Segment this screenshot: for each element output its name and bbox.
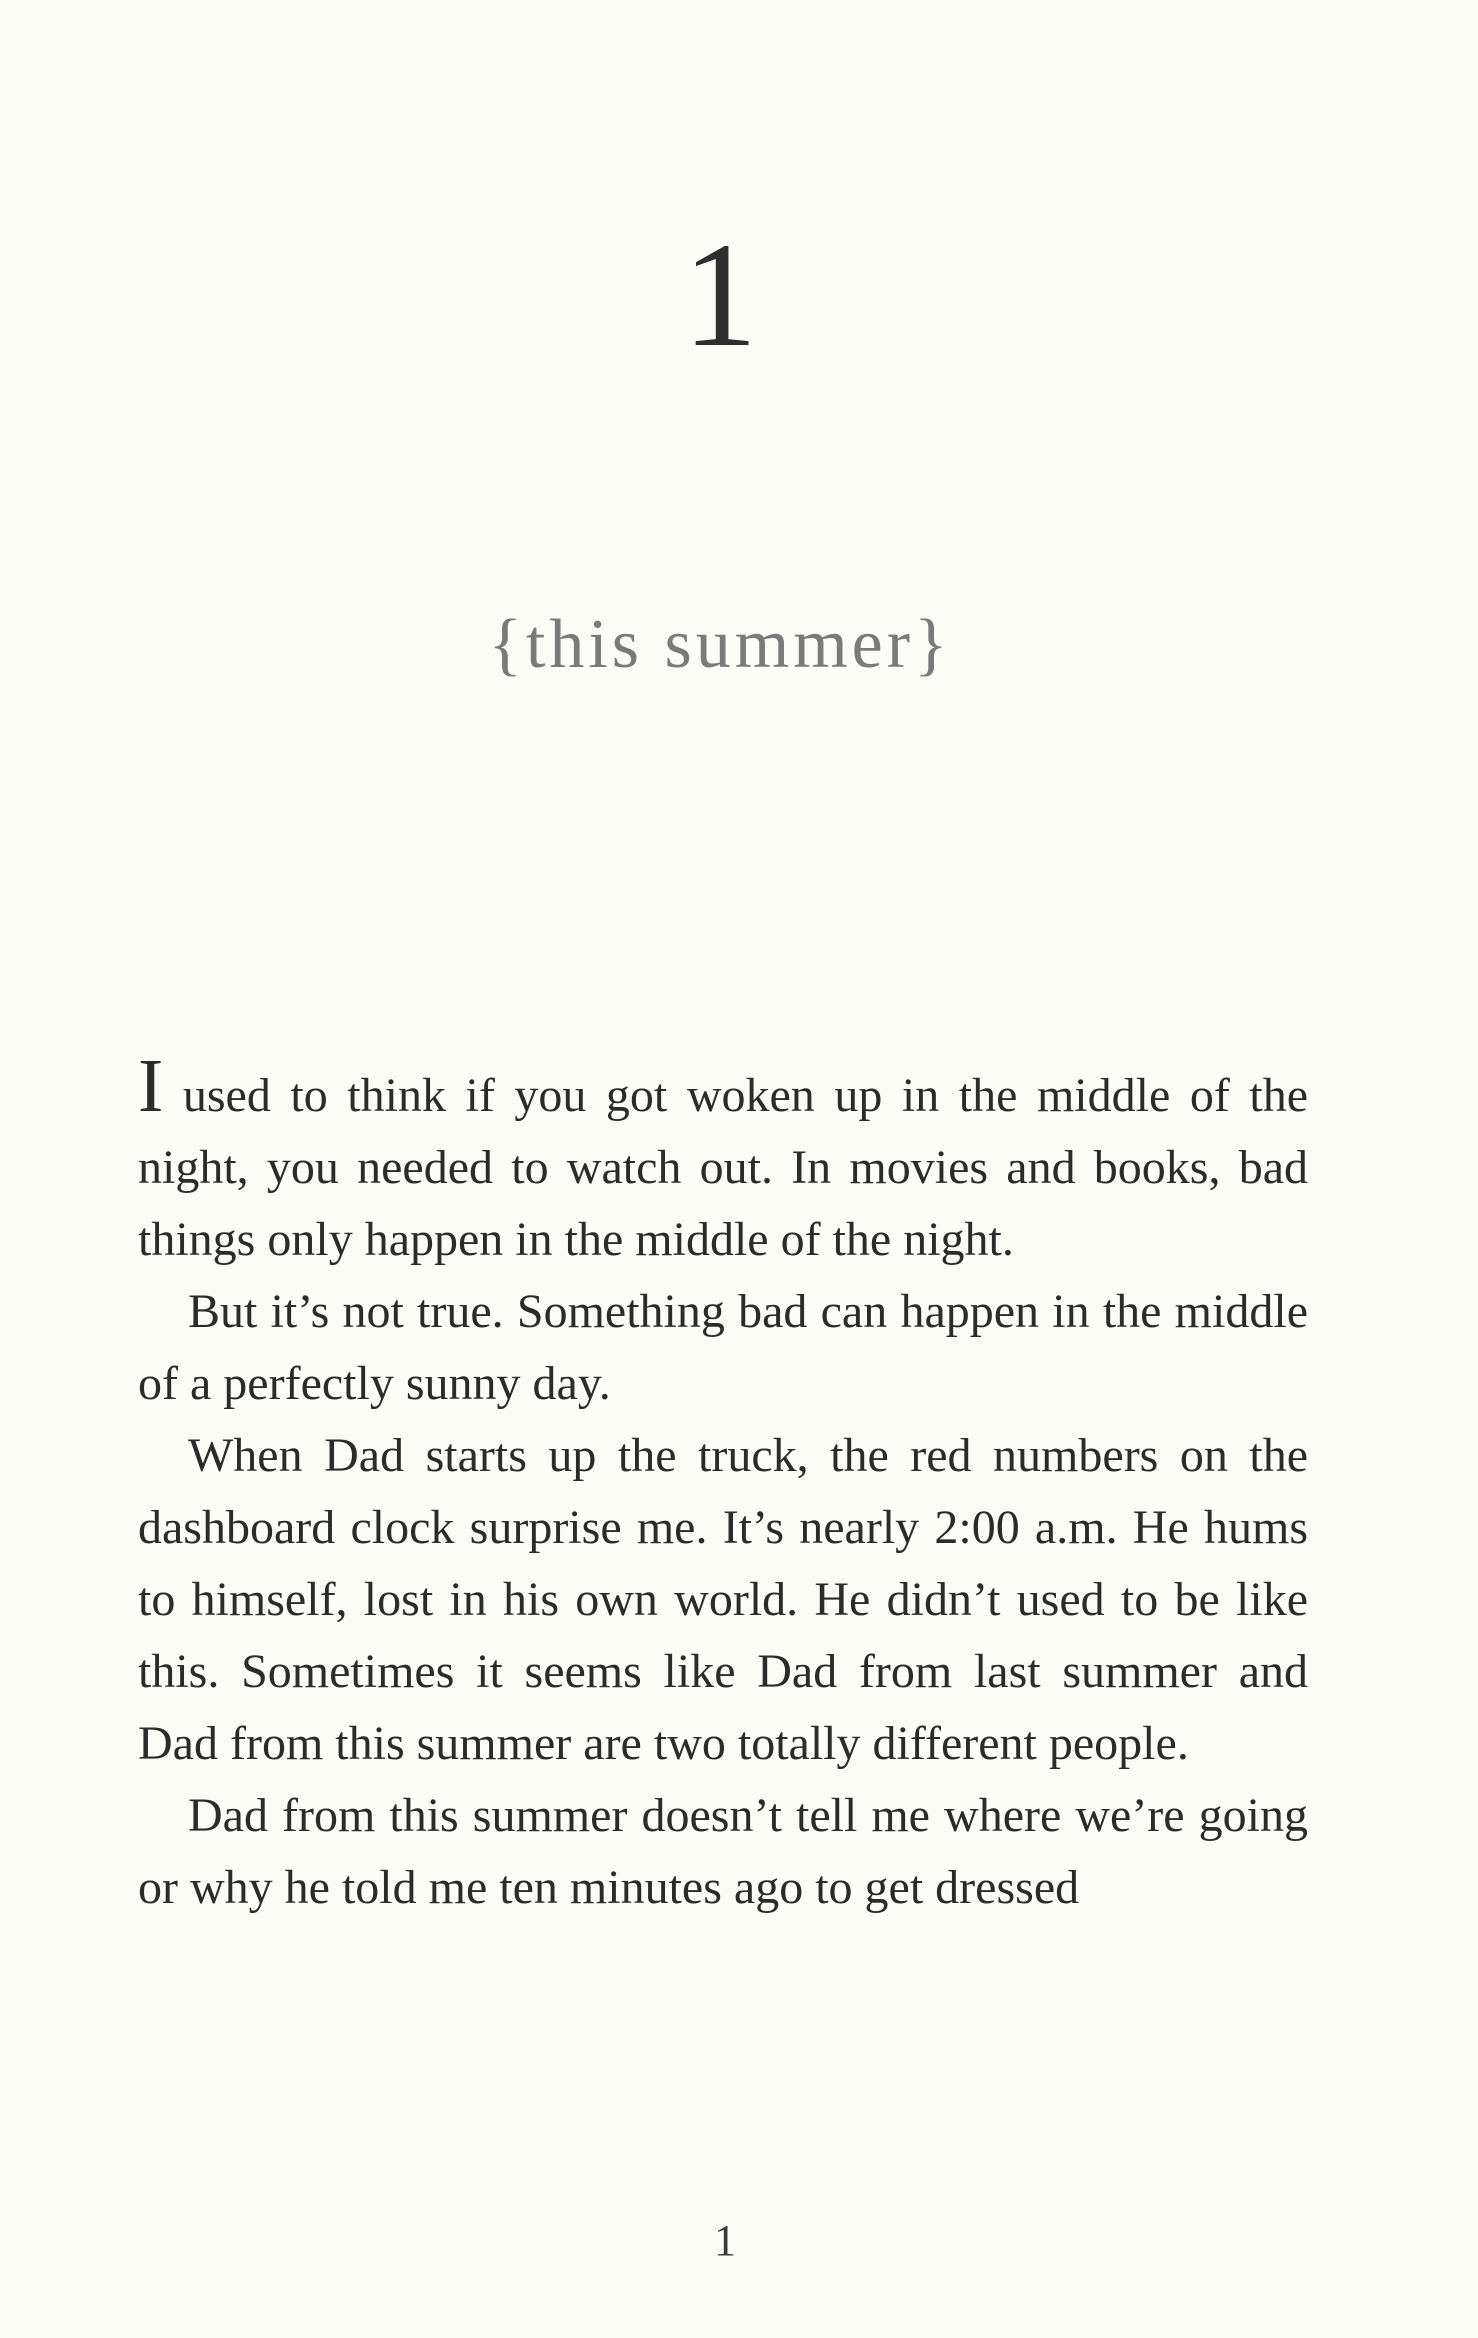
paragraph-text: used to think if you got woken up in the middle of the night, you needed to watch out. In movies and books, bad things only happen in the middle of the night. (138, 1069, 1308, 1266)
paragraph (138, 1044, 1308, 1276)
drop-cap: I (138, 1044, 164, 1128)
chapter-number: 1 (682, 212, 758, 378)
chapter-subtitle: {this summer} (488, 606, 952, 683)
paragraph: But it’s not true. Something bad can happen in the middle of a perfectly sunny day. (138, 1285, 1308, 1410)
paragraph: Dad from this summer doesn’t tell me where we’re going or why he told me ten minutes ago to get dressed (138, 1789, 1308, 1914)
body-text (138, 1044, 1308, 1924)
paragraph: When Dad starts up the truck, the red numbers on the dashboard clock surprise me. It’s nearly 2:00 a.m. He hums to himself, lost in his own world. He didn’t used to be like this. Sometimes it seems like Dad from last summer and Dad from this summer are two totally different people. (138, 1429, 1308, 1770)
page-number: 1 (714, 2216, 736, 2265)
